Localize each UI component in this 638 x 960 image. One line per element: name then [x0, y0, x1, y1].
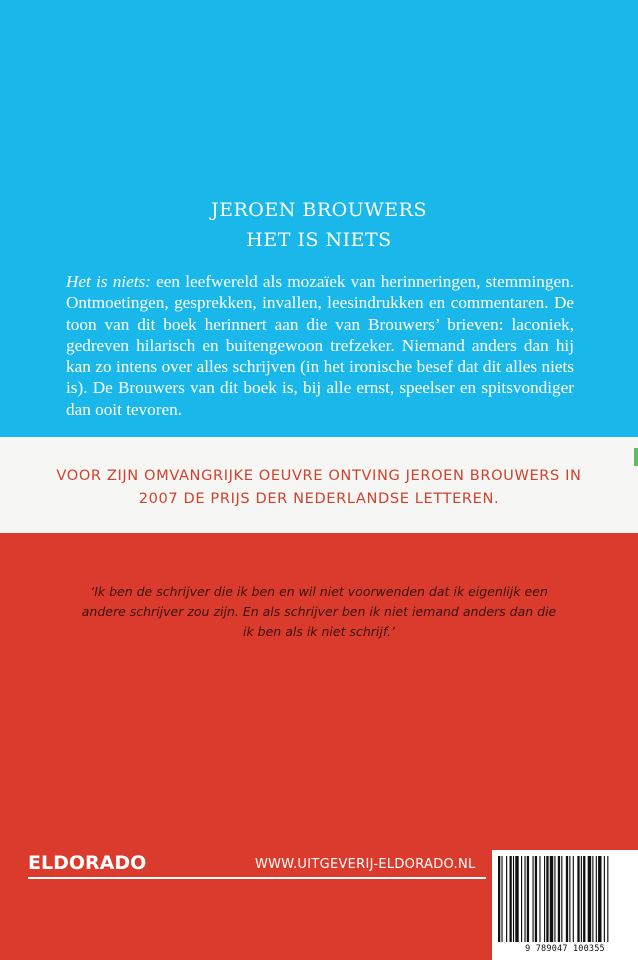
barcode-bar — [596, 856, 597, 942]
barcode-bar — [527, 856, 529, 942]
barcode-bar — [583, 856, 585, 942]
barcode-bar — [569, 856, 570, 942]
barcode-bar — [554, 856, 555, 942]
barcode-bar — [498, 856, 500, 942]
barcode-bar — [561, 856, 562, 942]
barcode-bar — [539, 856, 540, 942]
author-name: JEROEN BROUWERS — [211, 199, 427, 221]
author-quote: ‘Ik ben de schrijver die ik ben en wil niet voorwenden dat ik eigenlijk een andere schrijver zou zijn. En als schrijver ben ik niet iemand anders dan die ik ben als ik niet schrijf.’ — [81, 584, 557, 639]
blurb — [66, 271, 574, 420]
barcode-bar — [501, 856, 502, 942]
divider-line — [28, 877, 486, 879]
barcode-bar — [546, 856, 548, 942]
award-statement: VOOR ZIJN OMVANGRIJKE OEUVRE ONTVING JEROEN BROUWERS IN 2007 DE PRIJS DER NEDERLANDSE LETTEREN. — [56, 467, 582, 507]
book-title: HET IS NIETS — [246, 229, 392, 251]
barcode-bar — [506, 856, 507, 942]
publisher-website: WWW.UITGEVERIJ-ELDORADO.NL — [255, 857, 476, 872]
barcode-bar — [544, 856, 545, 942]
barcode-bar — [535, 856, 537, 942]
barcode-bar — [521, 856, 522, 942]
spine-edge-mark — [634, 448, 638, 466]
barcode-bars — [498, 856, 632, 942]
barcode-bar — [558, 856, 560, 942]
barcode-bar — [533, 856, 534, 942]
barcode-bar — [581, 856, 582, 942]
barcode-bar — [604, 856, 605, 942]
publisher-logo: ELDORADO — [28, 852, 147, 874]
blurb-text: een leefwereld als mozaïek van herinneringen, stemmingen. Ontmoetingen, gesprekken, invallen, leesindrukken en commentaren. De toon van dit boek herinnert aan die van Brouwers’ brieven: laconiek, gedreven hilarisch en buitengewoon trefzeker. Niemand anders dan hij kan zo intens over alles schrijven (in het ironische besef dat dit alles niets is). De Brouwers van dit boek is, bij alle ernst, speelser en spitsvondiger dan ooit tevoren. — [66, 272, 574, 419]
barcode-bar — [588, 856, 591, 942]
barcode-bar — [607, 856, 608, 942]
barcode-bar — [573, 856, 574, 942]
blurb-lead: Het is niets: — [66, 272, 151, 291]
barcode-bar — [515, 856, 518, 942]
barcode — [492, 850, 638, 960]
barcode-bar — [513, 856, 514, 942]
isbn-number: 9 789047 100355 — [525, 944, 605, 954]
barcode-bar — [592, 856, 593, 942]
barcode-bar — [598, 856, 601, 942]
barcode-bar — [524, 856, 525, 942]
barcode-bar — [577, 856, 579, 942]
barcode-bar — [510, 856, 512, 942]
barcode-bar — [550, 856, 553, 942]
barcode-bar — [566, 856, 568, 942]
